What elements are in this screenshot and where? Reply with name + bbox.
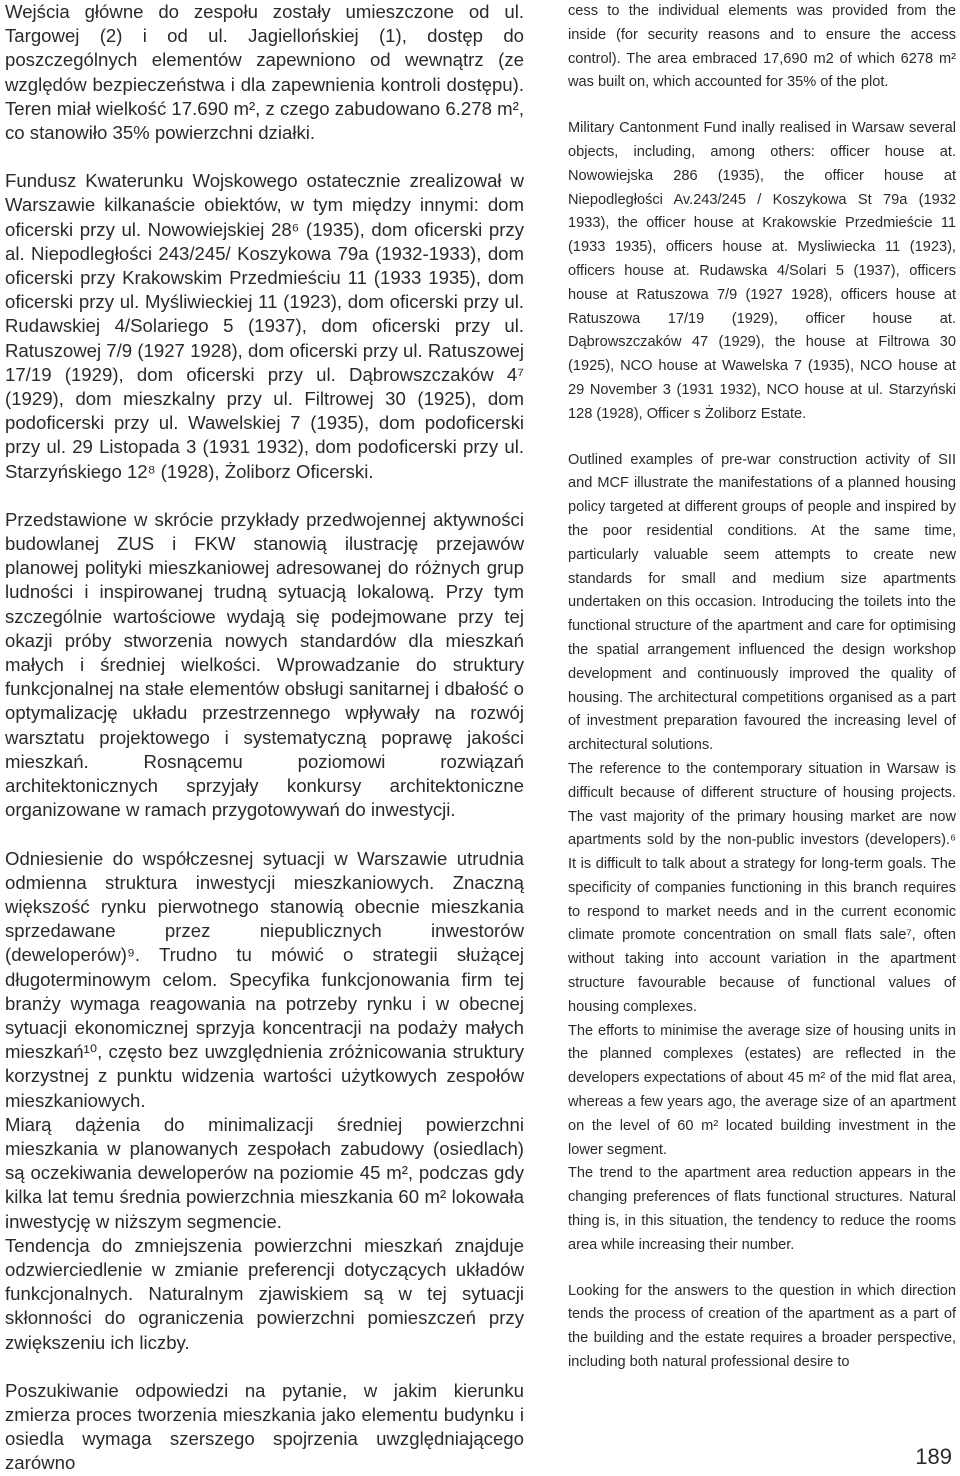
- paragraph-pl-6: Tendencja do zmniejszenia powierzchni mieszkań znajduje odzwierciedlenie w zmianie preferencji dotyczących układów funkcjonalnych. Naturalnym zjawiskiem są w tej sytuacji skłonności do ograniczenia powierzchni pomieszczeń przy zwiększeniu ich liczby.: [5, 1234, 524, 1353]
- paragraph-en-5: The efforts to minimise the average size of housing units in the planned complexes (estates) are reflected in the developers expectations of about 45 m² of the mid flat area, whereas a few years ago, the average size of an apartment on the level of 60 m² located building investment in the lower segment.: [568, 1022, 956, 1158]
- polish-text-column: [5, 0, 524, 1476]
- paragraph-en-7: Looking for the answers to the question in which direction tends the process of creation of the apartment as a part of the building and the estate requires a broader perspective, including both natural professional desire to: [568, 1282, 956, 1371]
- paragraph-pl-7: Poszukiwanie odpowiedzi na pytanie, w jakim kierunku zmierza proces tworzenia mieszkania jako elementu budynku i osiedla wymaga szerszego spojrzenia uwzględniającego zarówno: [5, 1379, 524, 1474]
- paragraph-pl-4: Odniesienie do współczesnej sytuacji w Warszawie utrudnia odmienna struktura inwestycji mieszkaniowych. Znaczną większość rynku pierwotnego stanowią obecnie mieszkania sprzedawane przez niepublicznych inwestorów (deweloperów)⁹. Trudno tu mówić o strategii służącej długoterminowym celom. Specyfika funkcjonowania firm tej branży wymaga reagowania na potrzeby rynku i w obecnej sytuacji ekonomicznej sprzyja koncentracji na podaży małych mieszkań¹⁰, często bez uwzględnienia zróżnicowania struktury korzystnej z punktu widzenia wartości użytkowych zespołów mieszkaniowych.: [5, 847, 524, 1111]
- paragraph-en-1: cess to the individual elements was provided from the inside (for security reasons and to ensure the access control). The area embraced 17,690 m2 of which 6278 m² was built on, which accounted for 35% of the plot.: [568, 3, 956, 91]
- paragraph-pl-3: Przedstawione w skrócie przykłady przedwojennej aktywności budowlanej ZUS i FKW stanowią ilustrację przejawów planowej polityki mieszkaniowej adresowanej do różnych grup ludności i inspirowanej trudną sytuacją lokalową. Przy tym szczególnie wartościowe wydają się podejmowane przy tej okazji próby stworzenia nowych standardów dla mieszkań małych i średniej wielkości. Wprowadzanie do struktury funkcjonalnej na stałe elementów obsługi sanitarnej i dbałość o optymalizację układu przestrzennego wpływały na rozwój warsztatu projektowego i systematyczną poprawę jakości mieszkań. Rosnącemu poziomowi rozwiązań architektonicznych sprzyjały konkursy architektoniczne organizowane w ramach przygotowywań do inwestycji.: [5, 508, 524, 821]
- paragraph-pl-5: Miarą dążenia do minimalizacji średniej powierzchni mieszkania w planowanych zespołach zabudowy (osiedlach) są oczekiwania deweloperów na poziomie 45 m², podczas gdy kilka lat temu średnia powierzchnia mieszkania 60 m² lokowała inwestycję w niższym segmencie.: [5, 1113, 524, 1232]
- paragraph-en-4: The reference to the contemporary situation in Warsaw is difficult because of different structure of housing projects. The vast majority of the primary housing market are now apartments sold by the non-public investors (developers).⁶ It is difficult to talk about a strategy for long-term goals. The specificity of companies functioning in this branch requires to respond to market needs and in the current economic climate promote concentration on small flats sale⁷, often without taking into account variation in the apartment structure favourable because of functional values of housing complexes.: [568, 760, 956, 1015]
- paragraph-pl-2: Fundusz Kwaterunku Wojskowego ostatecznie zrealizował w Warszawie kilkanaście obiektów, w tym między innymi: dom oficerski przy ul. Nowowiejskiej 28⁶ (1935), dom oficerski przy al. Niepodległości 243/245/ Koszykowa 79a (1932-1933), dom oficerski przy Krakowskim Przedmieściu 11 (1933 1935), dom oficerski przy ul. Myśliwieckiej 11 (1923), dom oficerski przy ul. Rudawskiej 4/Solariego 5 (1937), dom oficerski przy ul. Ratuszowej 7/9 (1927 1928), dom oficerski przy ul. Ratuszowej 17/19 (1929), dom oficerski przy ul. Dąbrowszczaków 4⁷ (1929), dom mieszkalny przy ul. Filtrowej 30 (1925), dom podoficerski przy ul. Wawelskiej 7 (1935), dom podoficerski przy ul. 29 Listopada 3 (1931 1932), dom podoficerski przy ul. Starzyńskiego 12⁸ (1928), Żoliborz Oficerski.: [5, 170, 524, 482]
- paragraph-en-2: Military Cantonment Fund inally realised in Warsaw several objects, including, among others: officer house at. Nowowiejska 286 (1935), the officer house at Niepodległości Av.243/245 / Koszykowa St 79a (1932 1933), the officer house at Krakowskie Przedmieście 11 (1933 1935), officers house at. Mysliwiecka 11 (1923), officers house at. Rudawska 4/Solari 5 (1937), officers house at Ratuszowa 7/9 (1927 1928), officers house at Ratuszowa 17/19 (1929), officer house at. Dąbrowszczaków 47 (1929), the house at Filtrowa 30 (1925), NCO house at Wawelska 7 (1935), NCO house at 29 November 3 (1931 1932), NCO house at ul. Starzyński 128 (1928), Officer s Żoliborz Estate.: [568, 120, 956, 422]
- paragraph-en-3: Outlined examples of pre-war construction activity of SII and MCF illustrate the manifestations of a planned housing policy targeted at different groups of people and inspired by the poor residential conditions. At the same time, particularly valuable seem attempts to create new standards for small and medium size apartments undertaken on this occasion. Introducing the toilets into the functional structure of the apartment and care for optimising the spatial arrangement influenced the design workshop development and continuously improved the quality of housing. The architectural competitions organised as a part of investment preparation favoured the increasing level of architectural solutions.: [568, 451, 956, 754]
- paragraph-pl-1: Wejścia główne do zespołu zostały umieszczone od ul. Targowej (2) i od ul. Jagiellońskiej (1), dostęp do poszczególnych elementów zapewniono od wewnątrz (ze względów bezpieczeństwa i dla zapewnienia kontroli dostępu). Teren miał wielkość 17.690 m², z czego zabudowano 6.278 m², co stanowiło 35% powierzchni działki.: [5, 1, 524, 144]
- page-number: 189: [915, 1444, 952, 1469]
- paragraph-en-6: The trend to the apartment area reduction appears in the changing preferences of flats functional structures. Natural thing is, in this situation, the tendency to reduce the rooms area while increasing their number.: [568, 1165, 956, 1253]
- english-text-column: [568, 0, 956, 1375]
